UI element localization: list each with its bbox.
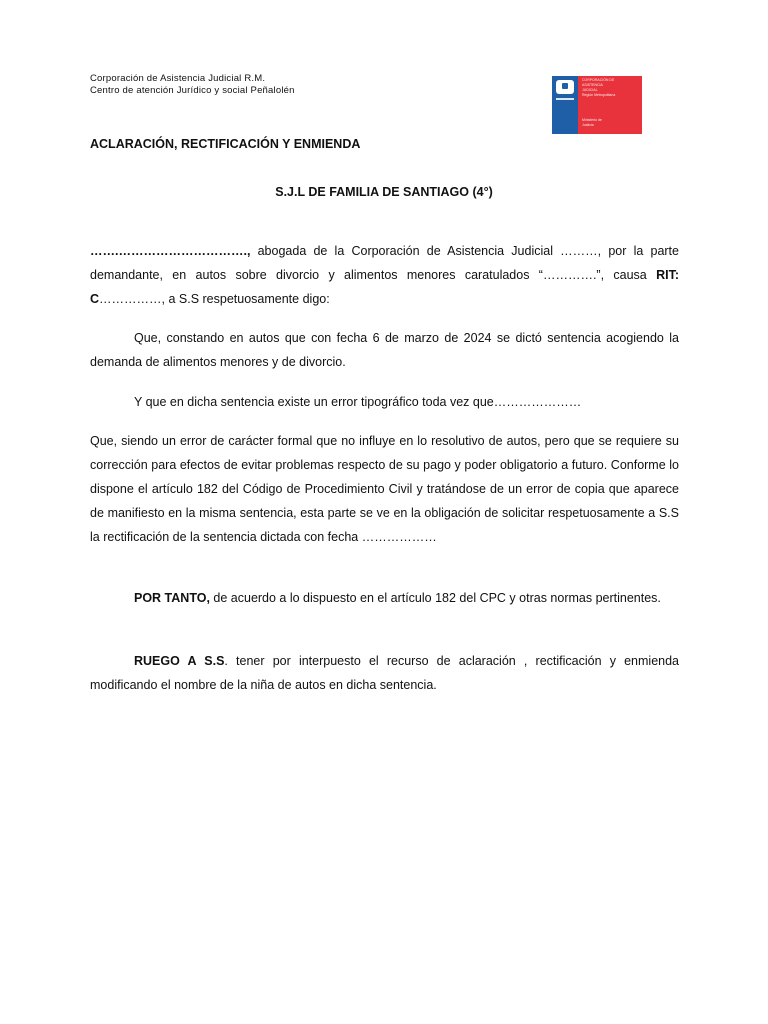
- paragraph-introduction: [90, 239, 679, 311]
- document-title: ACLARACIÓN, RECTIFICACIÓN Y ENMIENDA: [90, 137, 361, 151]
- paragraph-error-description: Y que en dicha sentencia existe un error tipográfico toda vez que…………………: [134, 395, 582, 409]
- introduction-text: abogada de la Corporación de Asistencia Judicial ………, por la parte demandante, en autos sobre divorcio y alimentos menores caratulados “………….”, causa: [90, 244, 679, 282]
- rit-label: RIT: C: [90, 268, 679, 306]
- logo-red-panel: [578, 76, 642, 134]
- logo-divider: [556, 98, 574, 100]
- paragraph-sentence-date: Que, constando en autos que con fecha 6 de marzo de 2024 se dictó sentencia acogiendo la demanda de alimentos menores y de divorcio.: [90, 331, 679, 369]
- logo-text-line: Justicia: [582, 123, 594, 127]
- por-tanto-text: de acuerdo a lo dispuesto en el artículo 182 del CPC y otras normas pertinentes.: [209, 591, 661, 605]
- logo-text-line: CORPORACIÓN DE: [582, 78, 615, 82]
- logo-text-line: JUDICIAL: [582, 88, 598, 92]
- blank-name-field: …….………………………….,: [90, 244, 251, 258]
- logo-text-line: Ministerio de: [582, 118, 602, 122]
- paragraph-legal-basis: Que, siendo un error de carácter formal que no influye en lo resolutivo de autos, pero que se requiere su corrección para efectos de evitar problemas respecto de su pago y poder obligatorio a futuro. Conforme lo dispone el artículo 182 del Código de Procedimiento Civil y tratándose de un error de copia que aparece de manifiesto en la misma sentencia, esta parte se ve en la obligación de solicitar respetuosamente a S.S la rectificación de la sentencia dictada con fecha ………………: [90, 434, 679, 544]
- paragraph-por-tanto: [90, 586, 679, 610]
- court-heading: S.J.L DE FAMILIA DE SANTIAGO (4°): [275, 185, 493, 199]
- logo-text-line: Región Metropolitana: [582, 93, 616, 97]
- paragraph-ruego: [90, 649, 679, 697]
- coat-of-arms-icon: [556, 80, 574, 94]
- office-name: Centro de atención Jurídico y social Peñalolén: [90, 85, 295, 96]
- logo-blue-panel: [552, 76, 578, 134]
- ruego-text: . tener por interpuesto el recurso de aclaración , rectificación y enmienda modificando el nombre de la niña de autos en dicha sentencia.: [90, 654, 680, 692]
- introduction-closing: ……………, a S.S respetuosamente digo:: [99, 292, 330, 306]
- por-tanto-label: POR TANTO,: [134, 591, 210, 605]
- logo-text-line: ASISTENCIA: [582, 83, 603, 87]
- institution-logo: [552, 76, 642, 134]
- organization-name: Corporación de Asistencia Judicial R.M.: [90, 73, 266, 84]
- letterhead: [90, 73, 295, 97]
- ruego-label: RUEGO A S.S: [134, 654, 225, 668]
